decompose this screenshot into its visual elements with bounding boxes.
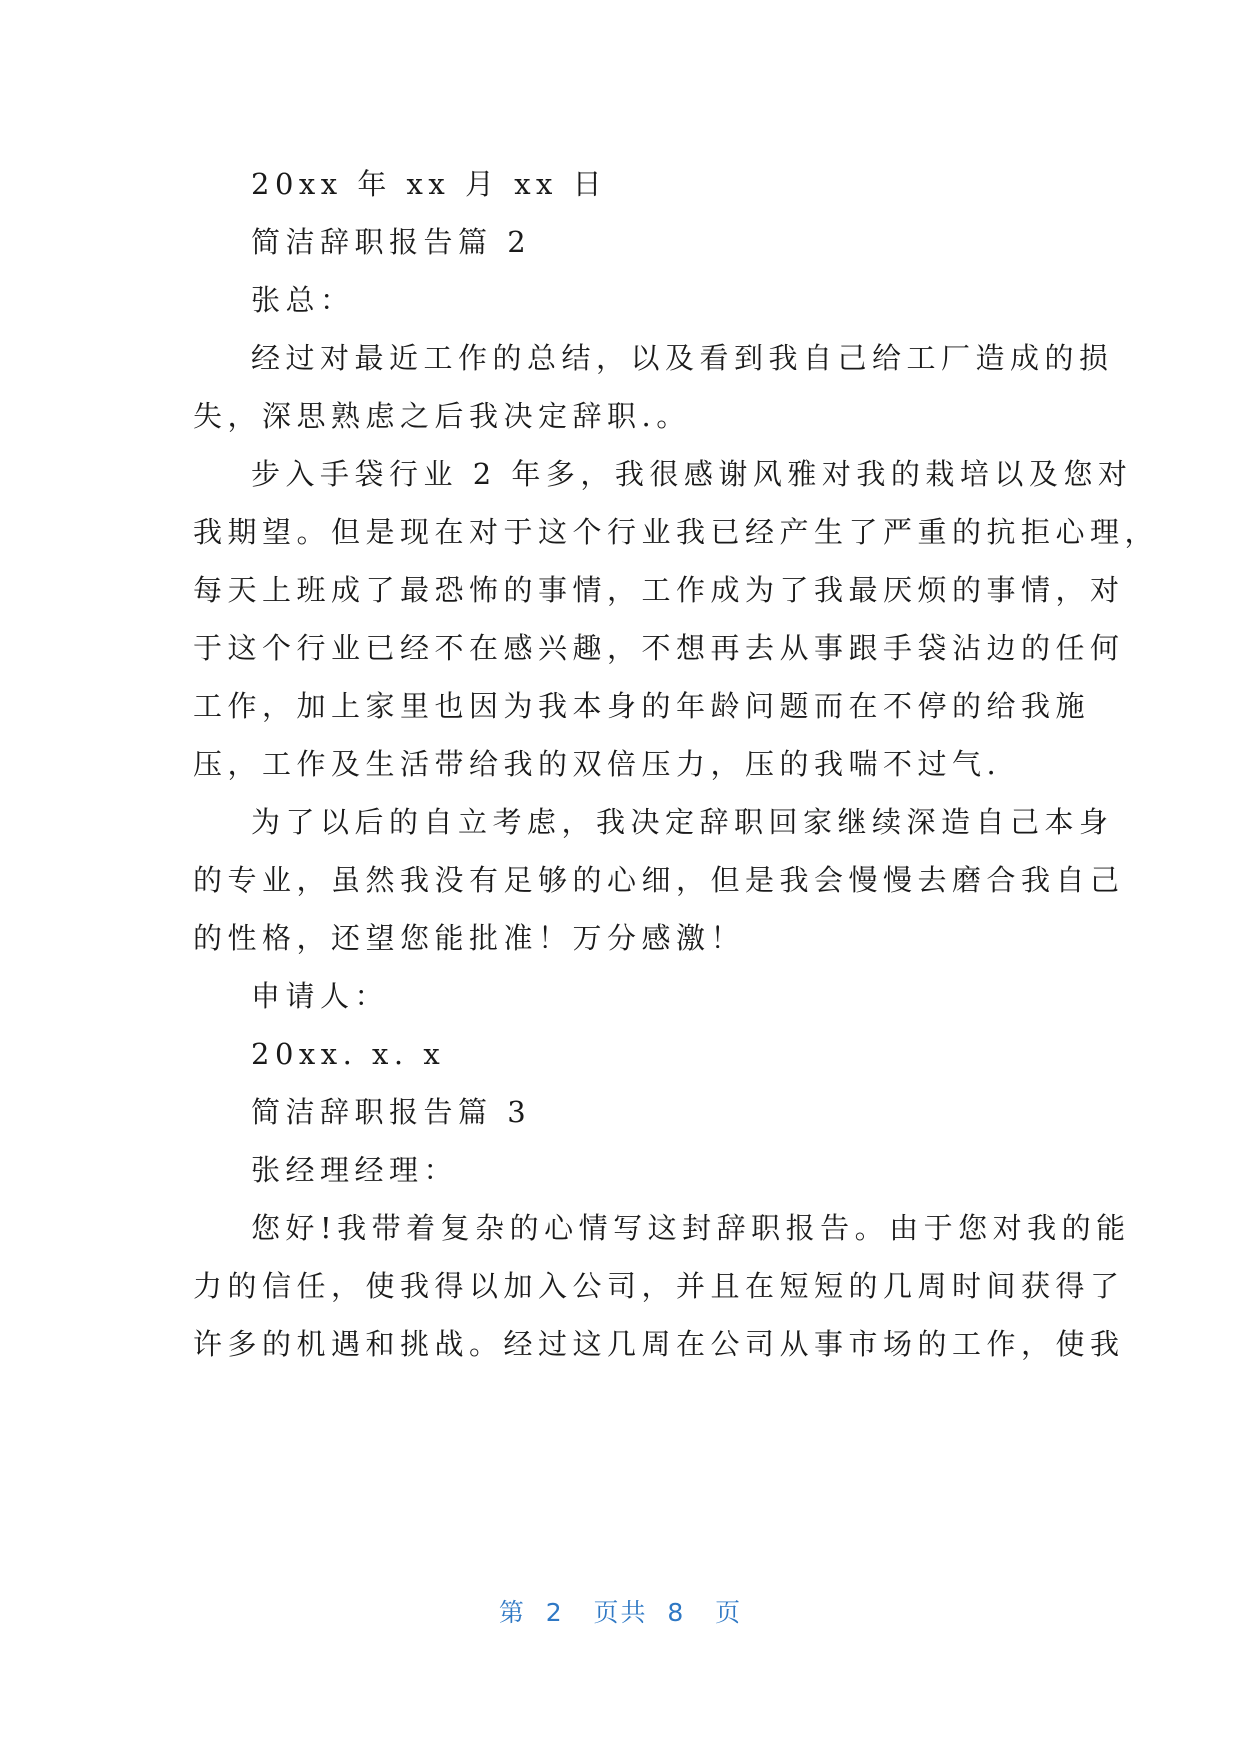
paragraph-line: 工作，加上家里也因为我本身的年龄问题而在不停的给我施	[193, 689, 1091, 723]
salutation: 张经理经理：	[251, 1153, 459, 1187]
paragraph-line: 为了以后的自立考虑，我决定辞职回家继续深造自己本身	[251, 805, 1114, 839]
paragraph-line: 于这个行业已经不在感兴趣，不想再去从事跟手袋沾边的任何	[193, 631, 1125, 665]
paragraph-line: 您好!我带着复杂的心情写这封辞职报告。由于您对我的能	[251, 1211, 1131, 1245]
date-line: 20xx 年 xx 月 xx 日	[251, 167, 608, 201]
paragraph-line: 步入手袋行业 2 年多，我很感谢风雅对我的栽培以及您对	[251, 457, 1133, 491]
paragraph-line: 压，工作及生活带给我的双倍压力，压的我喘不过气.	[193, 747, 1002, 781]
paragraph-line: 的专业，虽然我没有足够的心细，但是我会慢慢去磨合我自己	[193, 863, 1125, 897]
paragraph-line: 我期望。但是现在对于这个行业我已经产生了严重的抗拒心理，	[193, 515, 1160, 549]
salutation: 张总：	[251, 283, 355, 317]
paragraph-line: 失，深思熟虑之后我决定辞职.。	[193, 399, 691, 433]
signature-date: 20xx. x. x	[251, 1037, 446, 1071]
applicant-label: 申请人：	[251, 979, 390, 1013]
paragraph-line: 每天上班成了最恐怖的事情，工作成为了我最厌烦的事情，对	[193, 573, 1125, 607]
section-heading: 简洁辞职报告篇 2	[251, 225, 532, 259]
section-heading: 简洁辞职报告篇 3	[251, 1095, 532, 1129]
paragraph-line: 力的信任，使我得以加入公司，并且在短短的几周时间获得了	[193, 1269, 1125, 1303]
paragraph-line: 经过对最近工作的总结，以及看到我自己给工厂造成的损	[251, 341, 1114, 375]
paragraph-line: 的性格，还望您能批准！万分感激！	[193, 921, 746, 955]
paragraph-line: 许多的机遇和挑战。经过这几周在公司从事市场的工作，使我	[193, 1327, 1125, 1361]
page-number-footer: 第 2 页共 8 页	[498, 1598, 743, 1627]
